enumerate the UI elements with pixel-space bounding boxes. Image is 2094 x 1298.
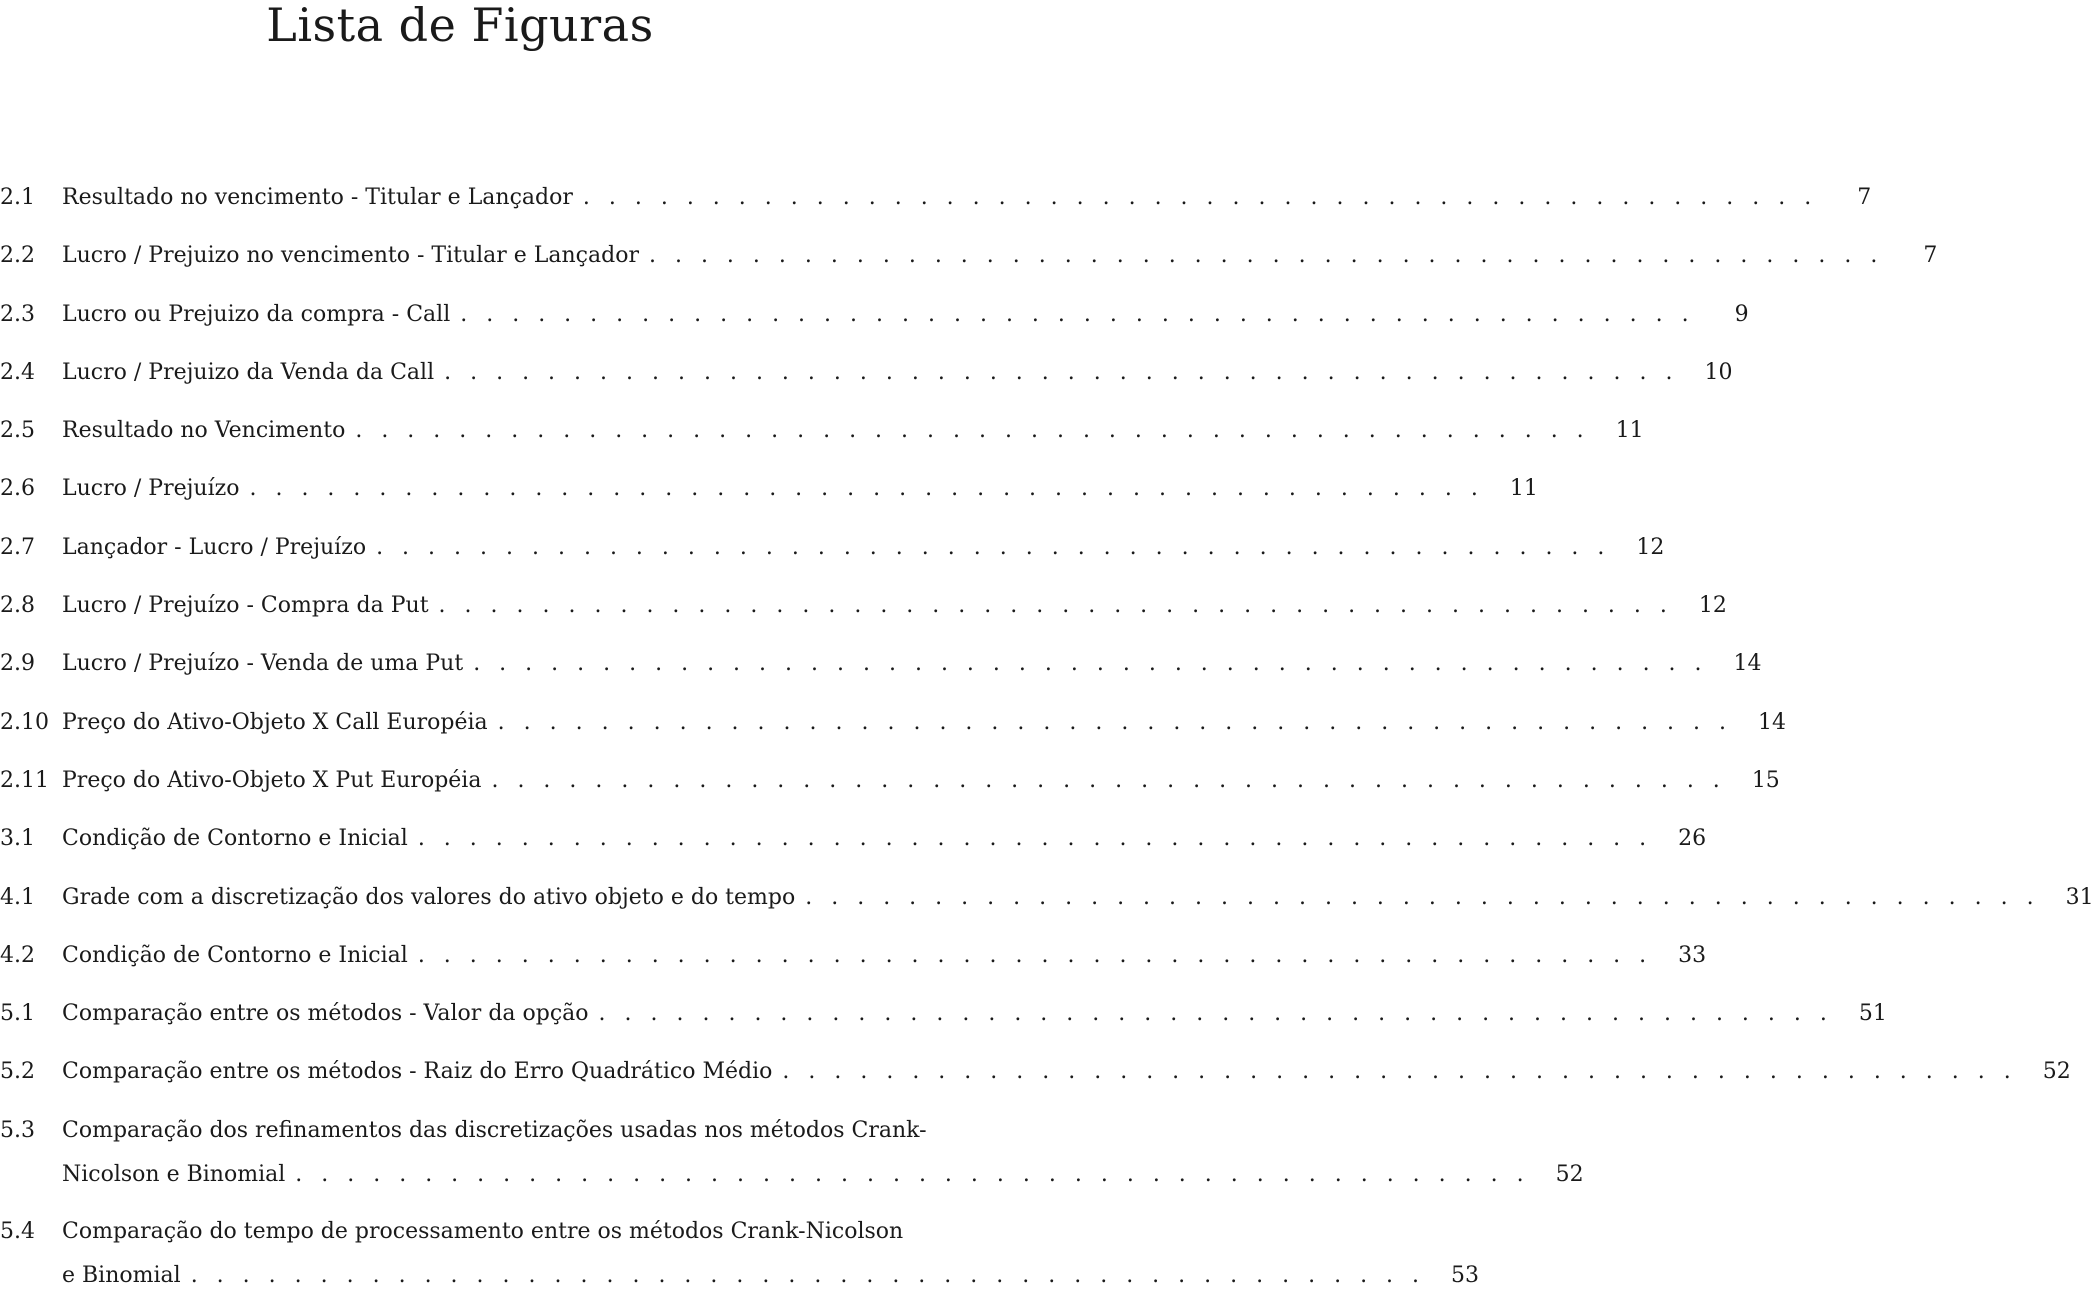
figure-entry-3-1[interactable] [0,817,1707,875]
figure-caption: Lucro / Prejuizo da Venda da Call [62,359,435,385]
figure-entry-4-2[interactable] [0,934,1707,992]
figure-caption: Lançador - Lucro / Prejuízo [62,534,367,560]
figure-caption: Comparação entre os métodos - Valor da opção [62,1001,589,1027]
dot-leader: . . . . . . . . . . . . . . . . . . . . . . . . . . . . . . . . . . . . . . . . . . . . . . . . [355,418,1590,444]
page-number: 7 [1857,185,1872,210]
page-title: Lista de Figuras [266,0,654,52]
figure-number: 2.8 [0,593,35,619]
figure-entry-2-4[interactable] [0,351,1733,409]
figure-number: 5.1 [0,1001,35,1027]
page-number: 12 [1698,593,1727,619]
dot-leader: . . . . . . . . . . . . . . . . . . . . . . . . . . . . . . . . . . . . . . . . . . . . . . . . [805,884,2040,910]
figure-number: 2.3 [0,301,35,327]
figure-caption: Resultado no Vencimento [62,418,346,444]
figure-entry-5-4[interactable] [0,1210,1480,1298]
page-number: 26 [1678,826,1707,852]
figure-entry-2-10[interactable] [0,701,1787,759]
dot-leader: . . . . . . . . . . . . . . . . . . . . . . . . . . . . . . . . . . . . . . . . . . . . . . . . [417,942,1653,968]
dot-leader: . . . . . . . . . . . . . . . . . . . . . . . . . . . . . . . . . . . . . . . . . . . . . . . . [190,1262,1426,1288]
page-number: 52 [2042,1059,2071,1085]
figure-number: 2.6 [0,476,35,502]
figure-entry-2-2[interactable] [0,234,1938,292]
page-number: 12 [1636,534,1665,560]
figure-entry-2-1[interactable] [0,176,1872,234]
page-number: 14 [1733,651,1762,677]
list-of-figures [0,176,2094,1298]
page-number: 53 [1451,1262,1480,1288]
dot-leader: . . . . . . . . . . . . . . . . . . . . . . . . . . . . . . . . . . . . . . . . . . . . . . . . [444,359,1679,385]
figure-number: 2.2 [0,243,35,269]
dot-leader: . . . . . . . . . . . . . . . . . . . . . . . . . . . . . . . . . . . . . . . . . . . . . . . . [473,651,1708,677]
figure-entry-2-6[interactable] [0,467,1538,525]
dot-leader: . . . . . . . . . . . . . . . . . . . . . . . . . . . . . . . . . . . . . . . . . . . . . . . . [295,1161,1530,1187]
figure-caption: Lucro / Prejuízo [62,476,240,502]
page-number: 11 [1615,418,1644,444]
figure-number: 5.4 [0,1218,35,1244]
figure-caption: Comparação do tempo de processamento entre os métodos Crank-Nicolson [62,1218,904,1244]
dot-leader: . . . . . . . . . . . . . . . . . . . . . . . . . . . . . . . . . . . . . . . . . . . . . . . . [376,534,1611,560]
figure-caption-continued: e Binomial [62,1262,181,1288]
figure-entry-2-9[interactable] [0,642,1762,700]
figure-entry-2-11[interactable] [0,759,1780,817]
figure-caption: Comparação dos refinamentos das discretizações usadas nos métodos Crank- [62,1117,927,1143]
dot-leader: . . . . . . . . . . . . . . . . . . . . . . . . . . . . . . . . . . . . . . . . . . . . . . . . [417,826,1653,852]
figure-entry-5-1[interactable] [0,992,1887,1050]
dot-leader: . . . . . . . . . . . . . . . . . . . . . . . . . . . . . . . . . . . . . . . . . . . . . . . . [249,476,1484,502]
page-number: 11 [1509,476,1538,502]
figure-caption: Resultado no vencimento - Titular e Lançador [62,185,573,210]
figure-entry-5-2[interactable] [0,1050,2071,1108]
figure-caption: Lucro / Prejuízo - Venda de uma Put [62,651,464,677]
figure-number: 2.7 [0,534,35,560]
page-number: 10 [1704,359,1733,385]
figure-number: 2.5 [0,418,35,444]
page-number: 9 [1734,301,1749,327]
figure-number: 3.1 [0,826,35,852]
dot-leader: . . . . . . . . . . . . . . . . . . . . . . . . . . . . . . . . . . . . . . . . . . . . . . . . [582,185,1818,210]
figure-number: 4.2 [0,942,35,968]
dot-leader: . . . . . . . . . . . . . . . . . . . . . . . . . . . . . . . . . . . . . . . . . . . . . . . . [491,767,1726,793]
dot-leader: . . . . . . . . . . . . . . . . . . . . . . . . . . . . . . . . . . . . . . . . . . . . . . . . [598,1001,1833,1027]
figure-caption-continued: Nicolson e Binomial [62,1161,286,1187]
figure-number: 5.2 [0,1059,35,1085]
page-number: 15 [1751,767,1780,793]
figure-entry-2-7[interactable] [0,526,1665,584]
figure-caption: Grade com a discretização dos valores do ativo objeto e do tempo [62,884,796,910]
figure-caption: Comparação entre os métodos - Raiz do Erro Quadrático Médio [62,1059,773,1085]
page-number: 7 [1923,243,1938,269]
page-number: 14 [1758,709,1787,735]
figure-number: 2.11 [0,767,49,793]
figure-number: 5.3 [0,1117,35,1143]
page-number: 52 [1555,1161,1584,1187]
page-number: 33 [1678,942,1707,968]
figure-caption: Condição de Contorno e Inicial [62,942,408,968]
figure-entry-5-3[interactable] [0,1109,1584,1210]
page-number: 51 [1858,1001,1887,1027]
dot-leader: . . . . . . . . . . . . . . . . . . . . . . . . . . . . . . . . . . . . . . . . . . . . . . . . [648,243,1884,269]
figure-caption: Preço do Ativo-Objeto X Call Européia [62,709,488,735]
dot-leader: . . . . . . . . . . . . . . . . . . . . . . . . . . . . . . . . . . . . . . . . . . . . . . . . [438,593,1673,619]
figure-caption: Preço do Ativo-Objeto X Put Européia [62,767,482,793]
figure-number: 2.4 [0,359,35,385]
figure-number: 4.1 [0,884,35,910]
figure-entry-2-3[interactable] [0,293,1749,351]
dot-leader: . . . . . . . . . . . . . . . . . . . . . . . . . . . . . . . . . . . . . . . . . . . . . . . . [460,301,1695,327]
figure-entry-4-1[interactable] [0,876,2094,934]
dot-leader: . . . . . . . . . . . . . . . . . . . . . . . . . . . . . . . . . . . . . . . . . . . . . . . . [497,709,1733,735]
figure-caption: Lucro / Prejuizo no vencimento - Titular e Lançador [62,243,639,269]
figure-number: 2.9 [0,651,35,677]
figure-number: 2.10 [0,709,49,735]
figure-caption: Lucro ou Prejuizo da compra - Call [62,301,451,327]
figure-entry-2-8[interactable] [0,584,1727,642]
figure-number: 2.1 [0,185,35,210]
dot-leader: . . . . . . . . . . . . . . . . . . . . . . . . . . . . . . . . . . . . . . . . . . . . . . . . [782,1059,2017,1085]
figure-caption: Lucro / Prejuízo - Compra da Put [62,593,429,619]
figure-entry-2-5[interactable] [0,409,1644,467]
page-number: 31 [2065,884,2094,910]
figure-caption: Condição de Contorno e Inicial [62,826,408,852]
